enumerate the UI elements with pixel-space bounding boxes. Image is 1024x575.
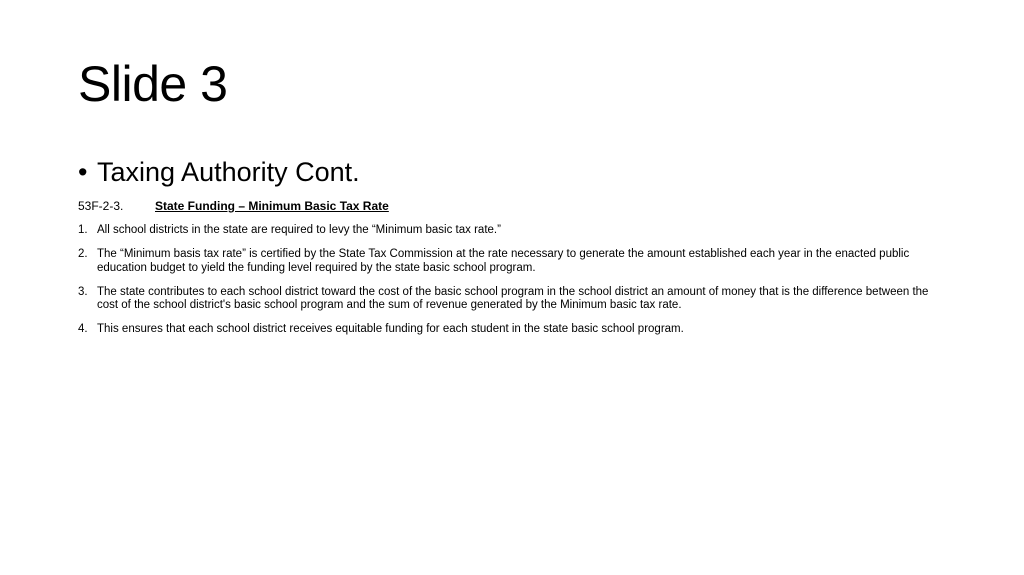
list-item-number: 1.	[78, 224, 88, 236]
bullet-icon: •	[78, 157, 88, 187]
list-item-number: 4.	[78, 323, 88, 336]
list-item-text: All school districts in the state are required to levy the “Minimum basic tax rate.”	[97, 224, 501, 236]
list-item-number: 2.	[78, 248, 88, 261]
list-item-text: The “Minimum basis tax rate” is certified by the State Tax Commission at the rate necessary to generate the amount established each year in the enacted public education budget to yield the funding level required by the state basic school program.	[97, 248, 910, 274]
slide-title: Slide 3	[78, 56, 228, 112]
bullet-heading	[78, 155, 360, 189]
list-item-number: 3.	[78, 285, 88, 298]
list-item	[78, 224, 948, 238]
list-item-text: This ensures that each school district receives equitable funding for each student in the state basic school program.	[97, 323, 684, 336]
list-item	[78, 323, 948, 337]
list-item	[78, 248, 948, 275]
list-item	[78, 286, 948, 313]
numbered-list	[78, 224, 948, 348]
list-item-text: The state contributes to each school district toward the cost of the basic school program in the school district an amount of money that is the difference between the cost of the school district's basic school program and the sum of revenue generated by the Minimum basic tax rate.	[97, 285, 929, 312]
statute-line	[78, 199, 389, 214]
statute-heading: State Funding – Minimum Basic Tax Rate	[155, 199, 389, 213]
bullet-heading-text: Taxing Authority Cont.	[97, 157, 360, 187]
statute-code: 53F-2-3.	[78, 199, 124, 213]
